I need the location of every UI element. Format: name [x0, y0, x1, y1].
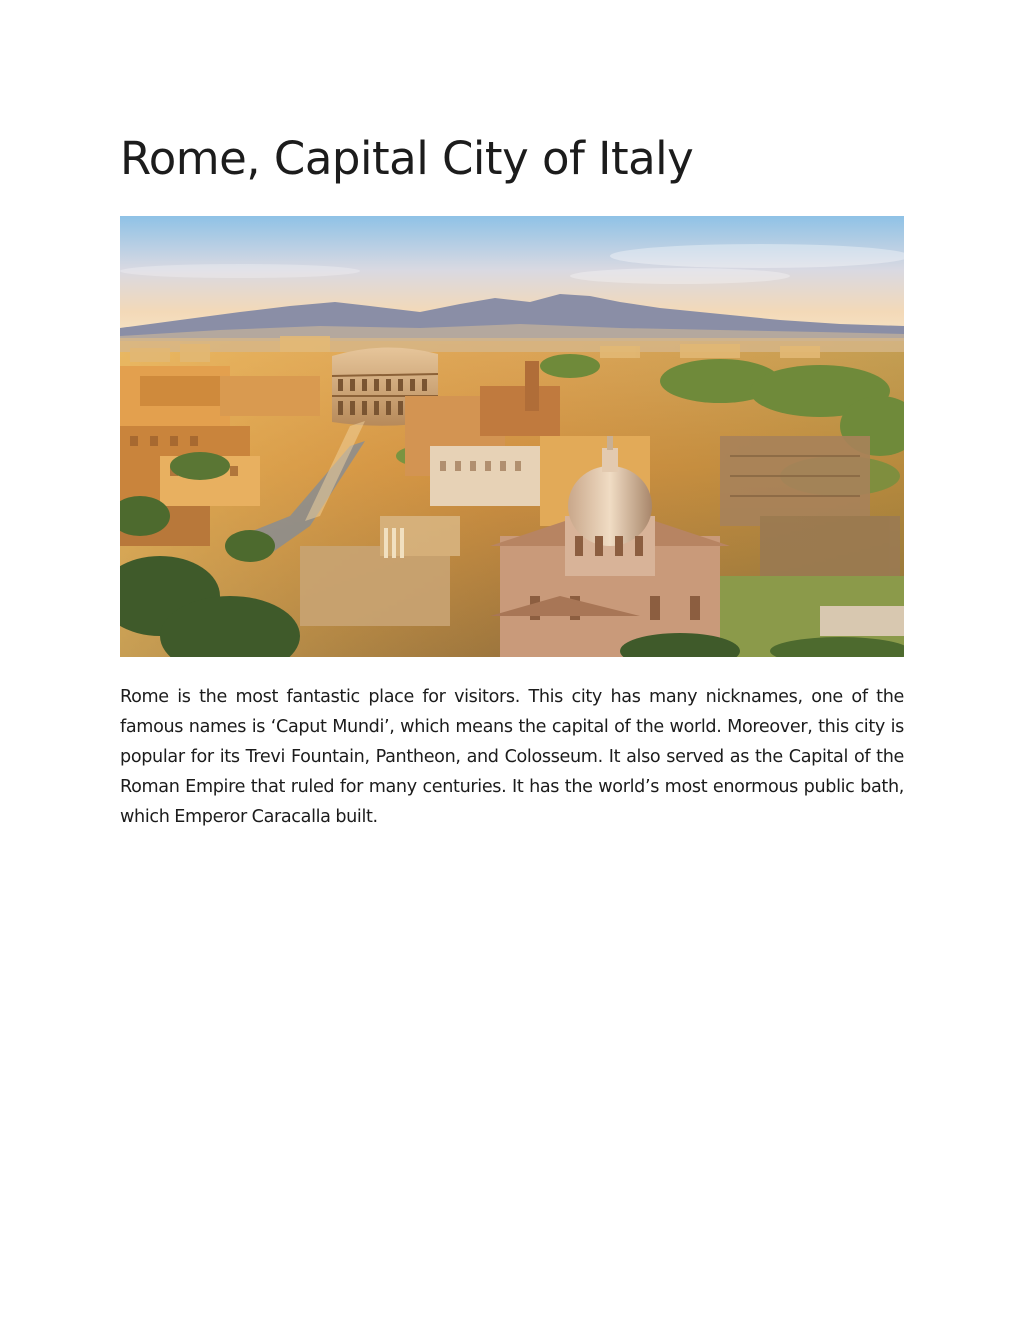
rome-cityscape-photo — [120, 216, 904, 657]
body-paragraph: Rome is the most fantastic place for visitors. This city has many nicknames, one of the famous names is ‘Caput Mundi’, which means the capital of the world. Moreover, this city is popular for its Trevi Fountain, Pantheon, and Colosseum. It also served as the Capital of the Roman Empire that ruled for many centuries. It has the world’s most enormous public bath, which Emperor Caracalla built. — [120, 687, 904, 827]
page-title: Rome, Capital City of Italy — [120, 132, 694, 185]
